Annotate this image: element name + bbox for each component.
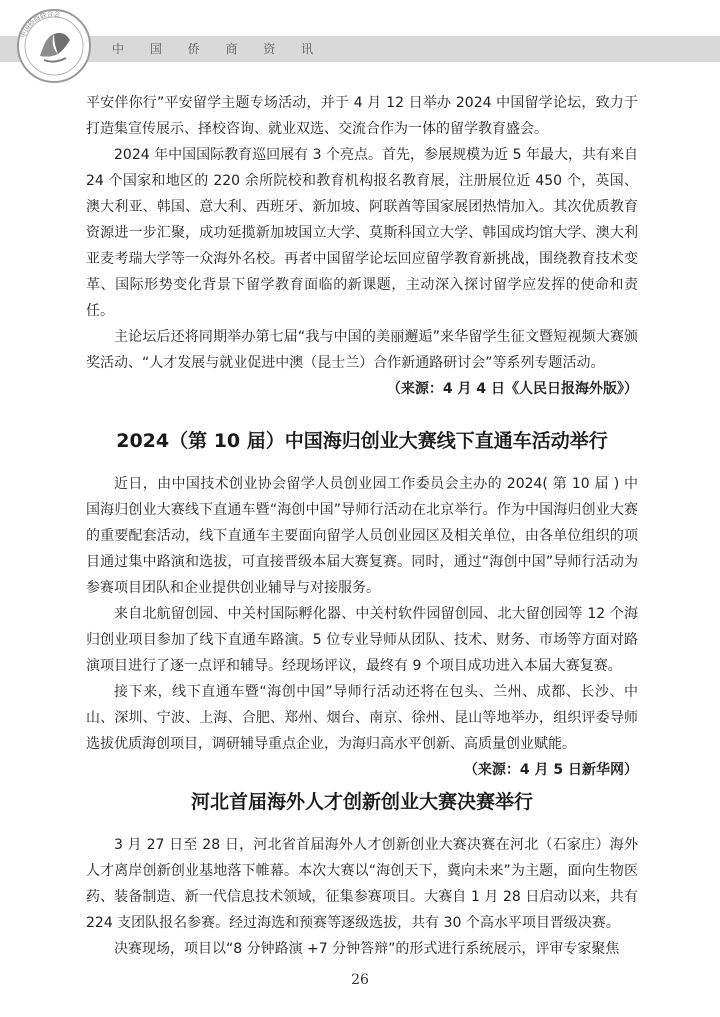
paragraph-text: 接下来，线下直通车暨“海创中国”导师行活动还将在包头、兰州、成都、长沙、中山、深圳、宁波、上海、合肥、郑州、烟台、南京、徐州、昆山等地举办，组织评委导师选拔优质海创项目，调研辅导重点企业，为海归高水平创新、高质量创业赋能。 (86, 684, 638, 752)
page-number: 26 (351, 972, 369, 988)
paragraph: 2024 年中国国际教育巡回展有 3 个亮点。首先，参展规模为近 5 年最大，共有来自 24 个国家和地区的 220 余所院校和教育机构报名教育展，注册展位近 450 个，英国、澳大利亚、韩国、意大利、西班牙、新加坡、阿联酋等国家展团热情加入。其次优质教育资源进一步汇聚，成功延揽新加坡国立大学、莫斯科国立大学、韩国成均馆大学、澳大利亚麦考瑞大学等一众海外名校。再者中国留学论坛回应留学教育新挑战，围绕教育技术变革、国际形势变化背景下留学教育面临的新课题，主动深入探讨留学应发挥的使命和责任。 (86, 147, 638, 319)
paragraph: 近日，由中国技术创业协会留学人员创业园工作委员会主办的 2024( 第 10 届 ) 中国海归创业大赛线下直通车暨“海创中国”导师行活动在北京举行。作为中国海归创业大赛的重要配套活动，线下直通车主要面向留学人员创业园区及相关单位，由各单位组织的项目通过集中路演和选拔，可直接晋级本届大赛复赛。同时，通过“海创中国”导师行活动为参赛项目团队和企业提供创业辅导与对接服务。 (86, 476, 638, 596)
paragraph (86, 679, 638, 778)
paragraph: 平安伴你行”平安留学主题专场活动，并于 4 月 12 日举办 2024 中国留学论坛，致力于打造集宣传展示、择校咨询、就业双选、交流合作为一体的留学教育盛会。 (86, 95, 638, 137)
paragraph: 决赛现场，项目以“8 分钟路演 +7 分钟答辩”的形式进行系统展示，评审专家聚焦 (114, 941, 620, 957)
source-note: （来源：4 月 4 日《人民日报海外版》） (386, 381, 638, 397)
paragraph: 3 月 27 日至 28 日，河北省首届海外人才创新创业大赛决赛在河北（石家庄）海外人才离岸创新创业基地落下帷幕。本次大赛以“海创天下，冀向未来”为主题，面向生物医药、装备制造、新一代信息技术领域，征集参赛项目。大赛自 1 月 28 日启动以来，共有 224 支团队报名参赛。经过海选和预赛等逐级选拔，共有 30 个高水平项目晋级决赛。 (86, 837, 638, 931)
logo-emblem (14, 6, 94, 86)
logo-ring-text: 中国侨商联合会 (19, 9, 61, 40)
article-title: 2024（第 10 届）中国海归创业大赛线下直通车活动举行 (116, 430, 608, 452)
source-note: （来源：4 月 5 日新华网） (463, 762, 638, 778)
header-title: 中 国 侨 商 资 讯 (112, 42, 325, 56)
paragraph: 主论坛后还将同期举办第七届“我与中国的美丽邂逅”来华留学生征文暨短视频大赛颁奖活动、“人才发展与就业促进中澳（昆士兰）合作新通路研讨会”等系列专题活动。 (86, 329, 638, 371)
header-band (0, 36, 720, 62)
paragraph: 来自北航留创园、中关村国际孵化器、中关村软件园留创园、北大留创园等 12 个海归创业项目参加了线下直通车路演。5 位专业导师从团队、技术、财务、市场等方面对路演项目进行了逐一点评和辅导。经现场评议，最终有 9 个项目成功进入本届大赛复赛。 (86, 606, 638, 674)
article-title: 河北首届海外人才创新创业大赛决赛举行 (190, 791, 533, 813)
main-content (86, 90, 638, 962)
